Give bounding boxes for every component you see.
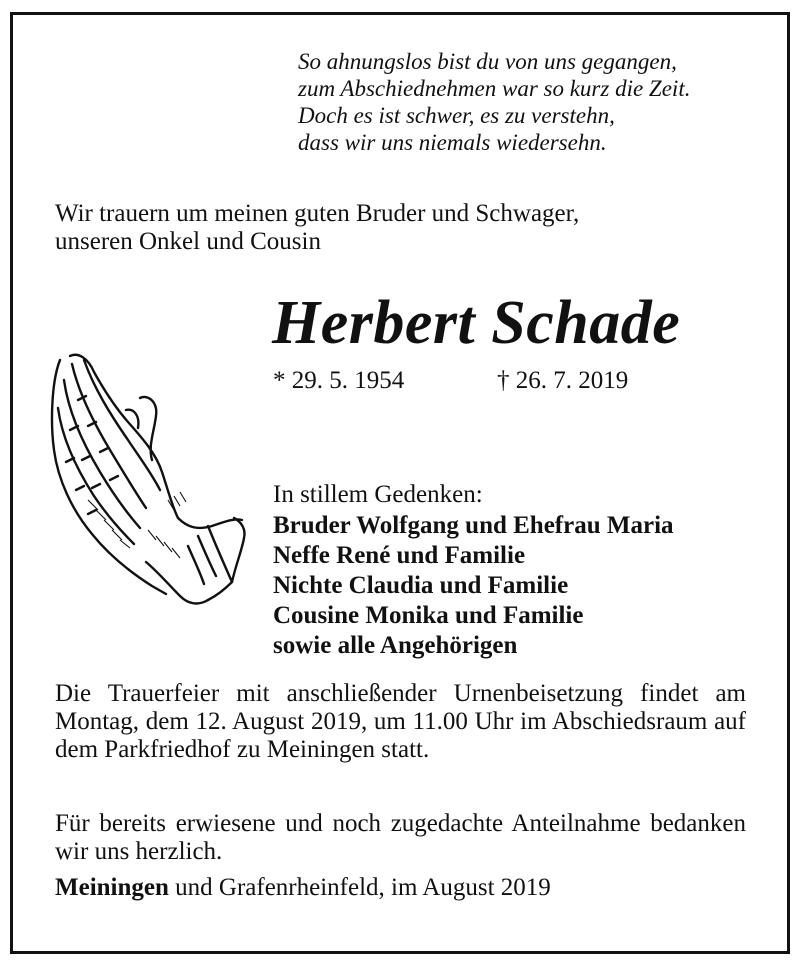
list-item: Nichte Claudia und Familie	[273, 572, 569, 599]
poem-line: dass wir uns niemals wiedersehn.	[298, 130, 607, 155]
closing-rest: und Grafenrheinfeld, im August 2019	[168, 874, 551, 901]
intro-line: unseren Onkel und Cousin	[55, 228, 321, 255]
poem-line: Doch es ist schwer, es zu verstehn,	[298, 103, 615, 128]
closing-place: Meiningen	[55, 874, 169, 901]
birth-date: * 29. 5. 1954	[273, 367, 405, 394]
mourners-list	[273, 511, 674, 661]
poem-line: zum Abschiednehmen war so kurz die Zeit.	[298, 76, 691, 101]
memory-label: In stillem Gedenken:	[273, 481, 483, 508]
poem	[298, 48, 690, 156]
intro-text	[55, 200, 579, 256]
list-item: Neffe René und Familie	[273, 542, 526, 569]
thanks-paragraph: Für bereits erwiesene und noch zugedachte Anteilnahme bedanken wir uns herzlich.	[55, 810, 746, 865]
closing-line	[55, 874, 551, 902]
deceased-name: Herbert Schade	[272, 289, 681, 357]
poem-line: So ahnungslos bist du von uns gegangen,	[298, 49, 677, 74]
service-paragraph: Die Trauerfeier mit anschließender Urnenbeisetzung findet am Montag, dem 12. August 2019, um 11.00 Uhr im Abschiedsraum auf dem Parkfriedhof zu Meiningen statt.	[55, 680, 746, 763]
intro-line: Wir trauern um meinen guten Bruder und Schwager,	[55, 200, 580, 227]
praying-hands-icon	[48, 350, 248, 608]
list-item: Cousine Monika und Familie	[273, 602, 584, 629]
list-item: Bruder Wolfgang und Ehefrau Maria	[273, 512, 674, 539]
list-item: sowie alle Angehörigen	[273, 632, 518, 659]
death-date: † 26. 7. 2019	[497, 367, 629, 394]
